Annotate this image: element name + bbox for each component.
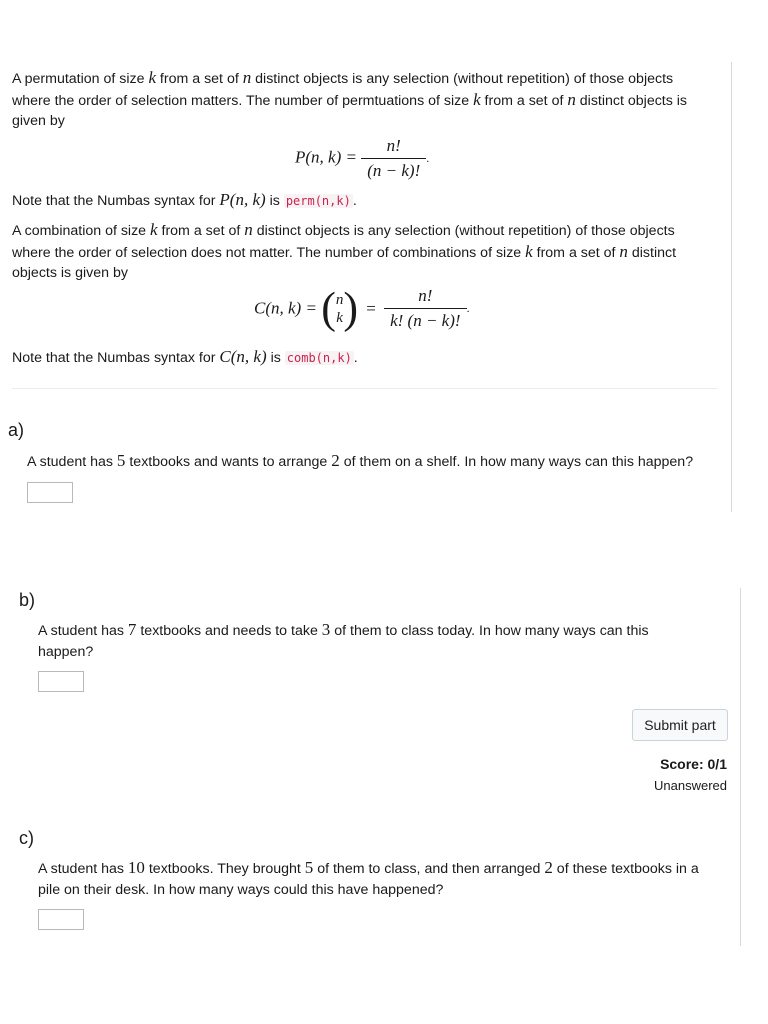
content-border-top: [731, 62, 732, 512]
part-a-label: a): [8, 420, 25, 440]
content-border-bottom: [740, 588, 741, 946]
perm-code: perm(n,k): [285, 194, 351, 208]
part-c-question: A student has 10 textbooks. They brought 5 of them to class, and then arranged 2 of these textbooks in a pile on their desk. In how many ways could this have happened?: [38, 858, 699, 898]
permutation-note: Note that the Numbas syntax for P(n, k) is perm(n,k) .: [12, 190, 357, 209]
permutation-formula: P(n, k) = $\frac{n!}{(n - k)!}$ .: [295, 136, 430, 180]
status-text: Unanswered: [654, 778, 727, 793]
comb-code: comb(n,k): [286, 351, 352, 365]
part-b-question: A student has 7 textbooks and needs to take 3 of them to class today. In how many ways can this happen?: [38, 620, 649, 660]
part-b-answer-input[interactable]: [38, 671, 84, 692]
combination-formula: C(n, k) = ( n k ) = $\frac{n!}{k! (n - k)!}$ .: [254, 283, 470, 333]
score-text: Score: 0/1: [660, 756, 727, 772]
part-b-label: b): [19, 590, 36, 610]
part-c-answer-input[interactable]: [38, 909, 84, 930]
part-c-label: c): [19, 828, 34, 848]
part-a-answer-input[interactable]: [27, 482, 73, 503]
combination-note: Note that the Numbas syntax for C(n, k) is comb(n,k) .: [12, 347, 358, 366]
submit-part-button[interactable]: Submit part: [632, 709, 728, 741]
permutation-paragraph: A permutation of size k from a set of n distinct objects is any selection (without repetition) of those objects where the order of selection matters. The number of permtuations of size k from a set of n distinct objects is given by: [12, 68, 688, 130]
combination-paragraph: A combination of size k from a set of n distinct objects is any selection (without repetition) of those objects where the order of selection does not matter. The number of combinations of size k from a set of n distinct objects is given by: [12, 220, 677, 282]
part-a-question: A student has 5 textbooks and wants to arrange 2 of them on a shelf. In how many ways can this happen?: [27, 451, 694, 470]
section-divider: [12, 388, 718, 389]
